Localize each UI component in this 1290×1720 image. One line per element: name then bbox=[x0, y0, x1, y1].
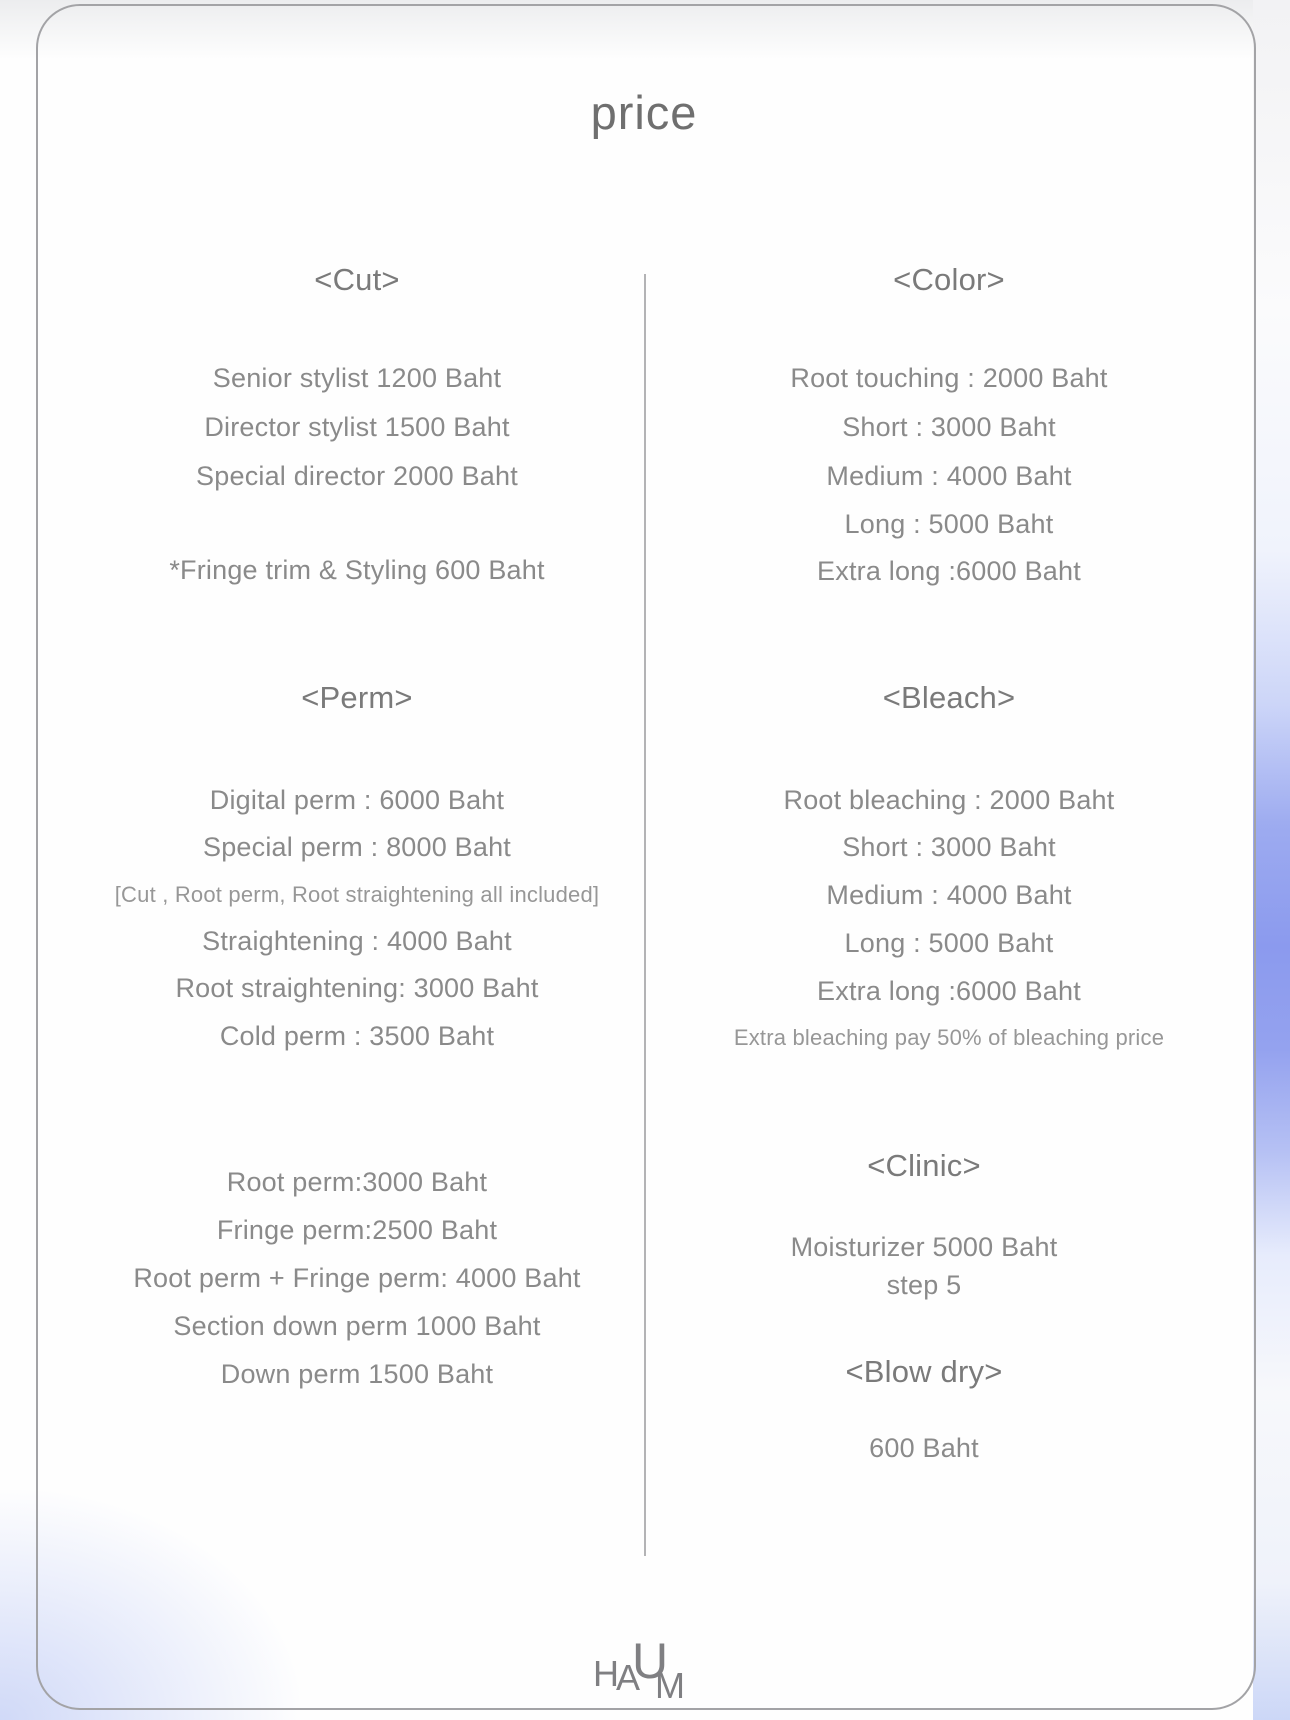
menu-item: Long : 5000 Baht bbox=[844, 928, 1054, 958]
menu-item: Root bleaching : 2000 Baht bbox=[783, 785, 1115, 815]
menu-item: Root perm:3000 Baht bbox=[226, 1167, 488, 1197]
menu-item: Extra long :6000 Baht bbox=[817, 556, 1081, 586]
menu-item: Cold perm : 3500 Baht bbox=[219, 1021, 495, 1051]
haum-logo bbox=[585, 1634, 715, 1712]
section-heading-bleach: <Bleach> bbox=[882, 680, 1016, 715]
menu-item: Extra long :6000 Baht bbox=[817, 976, 1081, 1006]
menu-item: 600 Baht bbox=[869, 1433, 979, 1463]
menu-item: Senior stylist 1200 Baht bbox=[212, 363, 502, 393]
menu-item: Root straightening: 3000 Baht bbox=[175, 973, 539, 1003]
logo-letter-u: U bbox=[632, 1633, 669, 1689]
logo-letter-a: A bbox=[616, 1657, 641, 1698]
menu-item: Digital perm : 6000 Baht bbox=[209, 785, 505, 815]
section-heading-color: <Color> bbox=[893, 262, 1005, 297]
menu-note: [Cut , Root perm, Root straightening all included] bbox=[114, 882, 600, 907]
menu-item: Director stylist 1500 Baht bbox=[204, 412, 510, 442]
section-heading-perm: <Perm> bbox=[301, 680, 413, 715]
menu-note: Extra bleaching pay 50% of bleaching price bbox=[733, 1025, 1165, 1050]
menu-item: Root touching : 2000 Baht bbox=[790, 363, 1108, 393]
menu-item: Special perm : 8000 Baht bbox=[203, 832, 511, 862]
menu-item: Section down perm 1000 Baht bbox=[173, 1311, 541, 1341]
section-heading-cut: <Cut> bbox=[314, 262, 400, 297]
menu-item: Short : 3000 Baht bbox=[842, 412, 1056, 442]
menu-item: Straightening : 4000 Baht bbox=[202, 926, 512, 956]
menu-item: Medium : 4000 Baht bbox=[826, 461, 1072, 491]
section-heading-clinic: <Clinic> bbox=[867, 1148, 981, 1183]
logo-letter-h: H bbox=[593, 1653, 619, 1694]
menu-item: Special director 2000 Baht bbox=[196, 461, 518, 491]
menu-item: step 5 bbox=[886, 1270, 962, 1300]
logo-letter-m: M bbox=[655, 1665, 685, 1706]
page-title: price bbox=[590, 86, 698, 139]
menu-item: Moisturizer 5000 Baht bbox=[790, 1232, 1058, 1262]
right-blue-gradient bbox=[1253, 0, 1290, 1720]
menu-item: Fringe perm:2500 Baht bbox=[216, 1215, 498, 1245]
menu-item: Long : 5000 Baht bbox=[844, 509, 1054, 539]
menu-item: Short : 3000 Baht bbox=[842, 832, 1056, 862]
section-heading-blow-dry: <Blow dry> bbox=[845, 1354, 1003, 1389]
menu-item: Down perm 1500 Baht bbox=[220, 1359, 494, 1389]
menu-item: Root perm + Fringe perm: 4000 Baht bbox=[133, 1263, 581, 1293]
menu-note: *Fringe trim & Styling 600 Baht bbox=[169, 555, 545, 585]
menu-item: Medium : 4000 Baht bbox=[826, 880, 1072, 910]
